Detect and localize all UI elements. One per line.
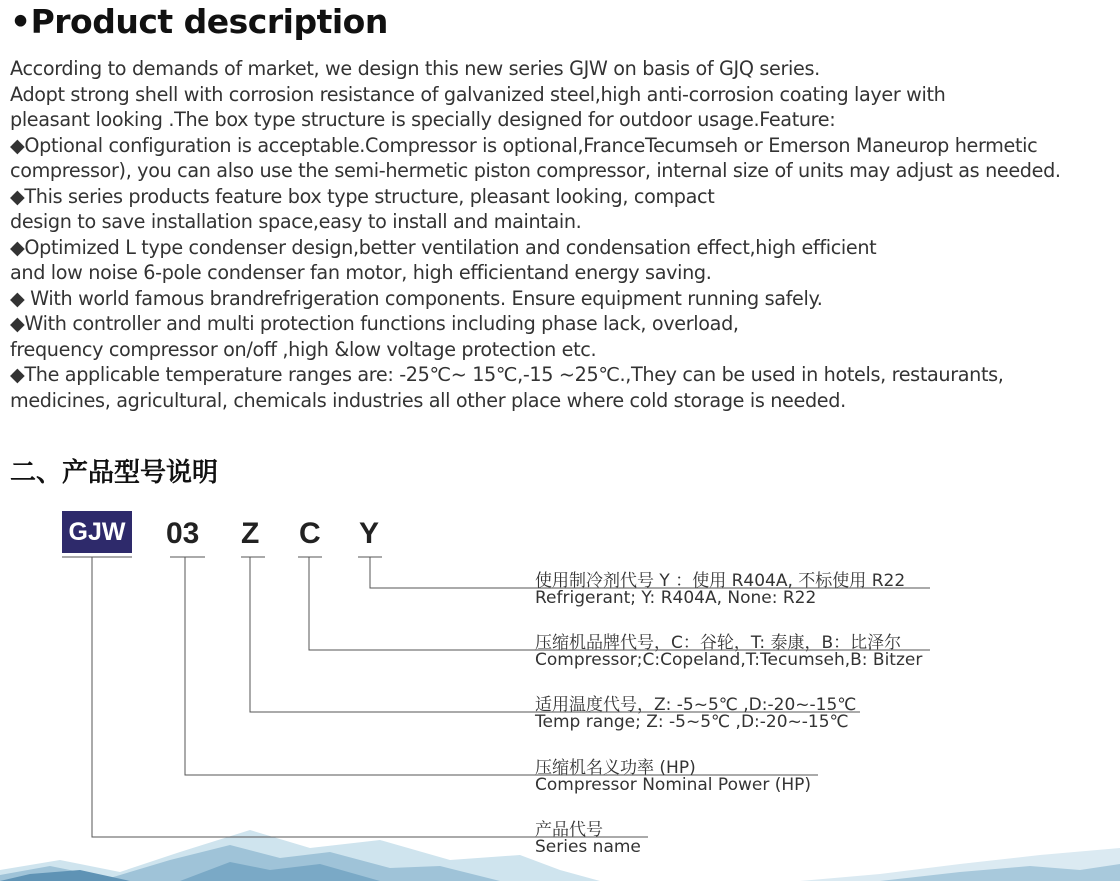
legend-temp-cn: 适用温度代号，Z: -5~5℃ ,D:-20~-15℃ [535,695,857,715]
legend-brand-en: Compressor;C:Copeland,T:Tecumseh,B: Bitzer [535,650,923,670]
description-line: compressor), you can also use the semi-hermetic piston compressor, internal size of units may adjust as needed. [10,159,1061,182]
temp-code: Z [241,517,260,550]
description-line: Adopt strong shell with corrosion resistance of galvanized steel,high anti-corrosion coating layer with [10,82,946,106]
description-line: ◆With controller and multi protection functions including phase lack, overload, [10,312,739,335]
description-line: and low noise 6-pole condenser fan motor, high efficientand energy saving. [10,261,712,284]
section-heading-model: 二、产品型号说明 [10,458,219,488]
description-line: medicines, agricultural, chemicals industries all other place where cold storage is needed. [10,388,846,412]
description-line: pleasant looking .The box type structure is specially designed for outdoor usage.Feature: [10,108,836,131]
brand-code: C [299,517,321,550]
description-line: According to demands of market, we design this new series GJW on basis of GJQ series. [10,57,820,80]
legend-series-cn: 产品代号 [535,820,603,840]
refrigerant-code: Y [359,517,380,550]
description-line: ◆This series products feature box type structure, pleasant looking, compact [10,184,715,208]
description-line: design to save installation space,easy to install and maintain. [10,210,582,233]
legend-brand-cn: 压缩机品牌代号，C：谷轮，T: 泰康，B：比泽尔 [535,633,902,653]
legend-refrigerant-en: Refrigerant; Y: R404A, None: R22 [535,588,817,608]
legend-series-en: Series name [535,837,641,857]
description-line: ◆Optimized L type condenser design,better ventilation and condensation effect,high efficient [10,235,877,259]
series-code-badge: GJW [62,511,132,553]
description-line: frequency compressor on/off ,high &low voltage protection etc. [10,337,597,361]
description-line: ◆ With world famous brandrefrigeration components. Ensure equipment running safely. [10,286,823,310]
legend-temp-en: Temp range; Z: -5~5℃ ,D:-20~-15℃ [535,712,849,732]
power-code: 03 [166,517,200,550]
page-title: •Product description [10,2,388,41]
description-line: ◆Optional configuration is acceptable.Compressor is optional,FranceTecumseh or Emerson Maneurop hermetic [10,133,1038,157]
legend-power-en: Compressor Nominal Power (HP) [535,775,812,795]
legend-refrigerant-cn: 使用制冷剂代号 Y ：使用 R404A, 不标使用 R22 [535,571,906,591]
legend-power-cn: 压缩机名义功率 (HP) [535,758,696,778]
description-line: ◆The applicable temperature ranges are: -25℃~ 15℃,-15 ~25℃.,They can be used in hotels, restaurants, [10,363,1004,386]
